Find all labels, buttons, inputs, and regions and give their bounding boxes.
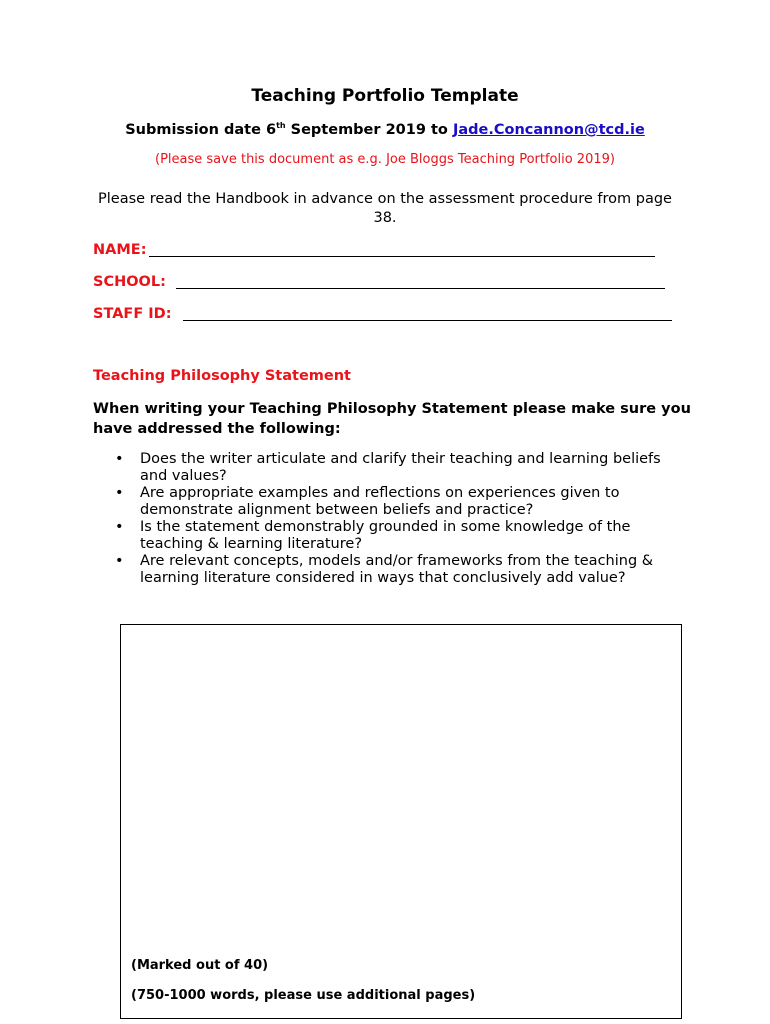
name-field[interactable]	[93, 242, 147, 258]
submission-line	[0, 121, 770, 138]
bullet-icon: •	[115, 451, 124, 467]
staff-id-field[interactable]	[93, 306, 172, 322]
name-label: NAME:	[93, 242, 147, 258]
list-item-text: Does the writer articulate and clarify their teaching and learning beliefs and values?	[140, 451, 661, 484]
submission-date-suffix: th	[276, 121, 286, 130]
handbook-note: Please read the Handbook in advance on the assessment procedure from page 38.	[98, 191, 672, 226]
bullet-icon: •	[115, 485, 124, 501]
bullet-icon: •	[115, 553, 124, 569]
staff-id-label: STAFF ID:	[93, 306, 172, 322]
list-item	[115, 485, 685, 519]
page-title: Teaching Portfolio Template	[251, 86, 519, 106]
school-label: SCHOOL:	[93, 274, 166, 290]
criteria-list	[115, 451, 685, 587]
bullet-icon: •	[115, 519, 124, 535]
list-item	[115, 451, 685, 485]
section-heading: Teaching Philosophy Statement	[93, 368, 351, 384]
submission-prefix: Submission date 6	[125, 122, 277, 138]
email-link[interactable]: Jade.Concannon@tcd.ie	[452, 122, 645, 138]
school-field[interactable]	[93, 274, 166, 290]
school-underline	[176, 288, 665, 289]
save-note: (Please save this document as e.g. Joe Bloggs Teaching Portfolio 2019)	[155, 152, 615, 167]
section-instruction: When writing your Teaching Philosophy Statement please make sure you have addressed the following:	[93, 401, 691, 437]
list-item	[115, 553, 685, 587]
list-item-text: Are relevant concepts, models and/or frameworks from the teaching & learning literature considered in ways that conclusively add value?	[140, 553, 654, 586]
submission-middle: September 2019 to	[285, 122, 453, 138]
name-underline	[149, 256, 655, 257]
list-item-text: Are appropriate examples and reflections on experiences given to demonstrate alignment between beliefs and practice?	[140, 485, 620, 518]
statement-answer-box[interactable]	[120, 624, 682, 1019]
list-item-text: Is the statement demonstrably grounded in some knowledge of the teaching & learning literature?	[140, 519, 631, 552]
word-count-note: (750-1000 words, please use additional pages)	[131, 988, 476, 1003]
marks-note: (Marked out of 40)	[131, 958, 269, 973]
list-item	[115, 519, 685, 553]
staff-id-underline	[183, 320, 672, 321]
